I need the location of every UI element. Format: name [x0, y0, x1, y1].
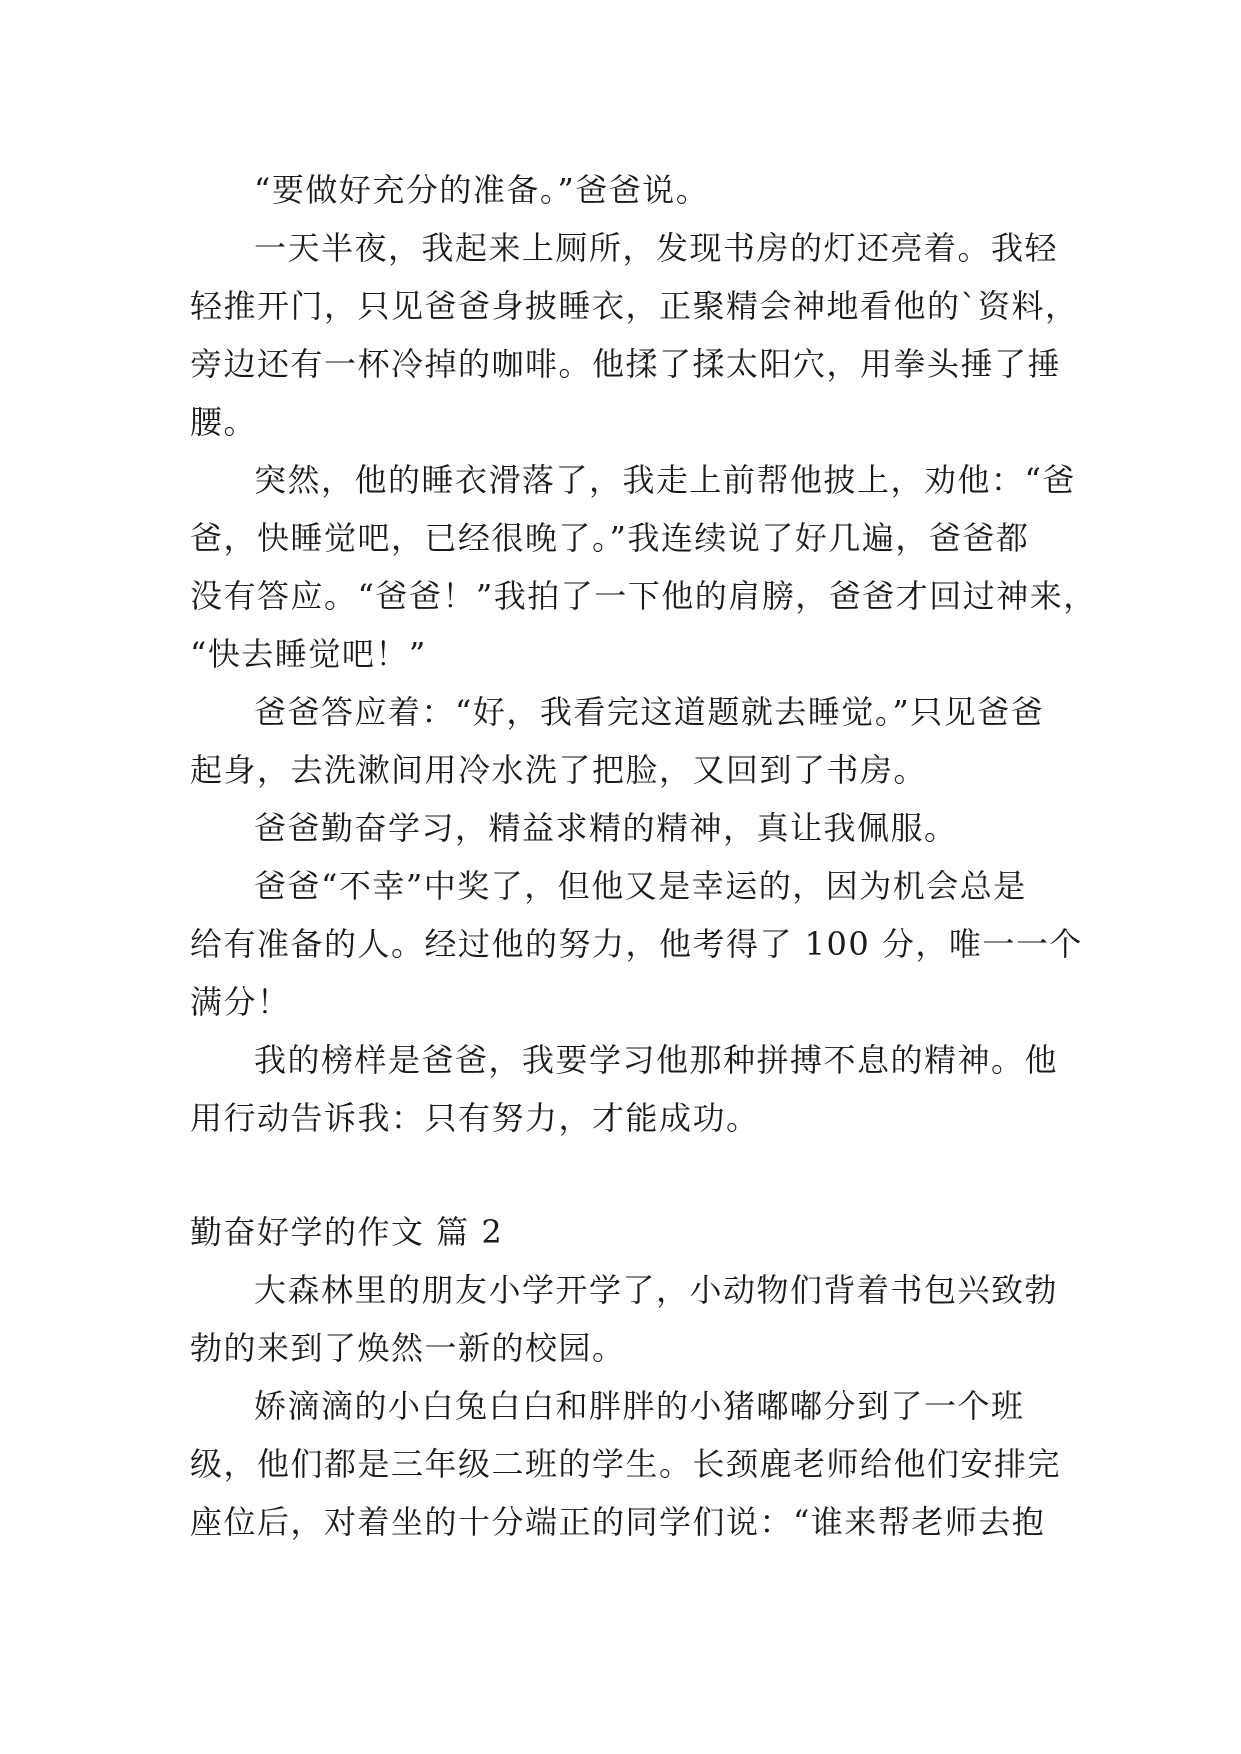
paragraph-line: 勃的来到了焕然一新的校园。 — [190, 1329, 626, 1367]
paragraph-line: 给有准备的人。经过他的努力，他考得了 100 分，唯一一个 — [190, 925, 1083, 963]
paragraph-line: 满分！ — [190, 983, 291, 1021]
paragraph-line: 娇滴滴的小白兔白白和胖胖的小猪嘟嘟分到了一个班 — [254, 1387, 1025, 1425]
paragraph-line: 我的榜样是爸爸，我要学习他那种拼搏不息的精神。他 — [254, 1041, 1059, 1079]
paragraph-line: 突然，他的睡衣滑落了，我走上前帮他披上，劝他：“爸 — [254, 461, 1076, 499]
section-heading: 勤奋好学的作文 篇 2 — [190, 1213, 504, 1251]
paragraph-line: 爸爸答应着：“好，我看完这道题就去睡觉。”只见爸爸 — [254, 693, 1045, 731]
paragraph-line: 用行动告诉我：只有努力，才能成功。 — [190, 1099, 760, 1137]
paragraph-line: “要做好充分的准备。”爸爸说。 — [254, 171, 710, 209]
paragraph-line: 没有答应。“爸爸！”我拍了一下他的肩膀，爸爸才回过神来， — [190, 577, 1097, 615]
paragraph-line: 腰。 — [190, 403, 258, 441]
paragraph-line: 级，他们都是三年级二班的学生。长颈鹿老师给他们安排完 — [190, 1445, 1062, 1483]
paragraph-line: 爸爸“不幸”中奖了，但他又是幸运的，因为机会总是 — [254, 867, 1027, 905]
paragraph-line: 爸爸勤奋学习，精益求精的精神，真让我佩服。 — [254, 809, 958, 847]
paragraph-line: 大森林里的朋友小学开学了，小动物们背着书包兴致勃 — [254, 1271, 1059, 1309]
paragraph-line: 轻推开门，只见爸爸身披睡衣，正聚精会神地看他的`资料， — [190, 287, 1079, 325]
paragraph-line: 旁边还有一杯冷掉的咖啡。他揉了揉太阳穴，用拳头捶了捶 — [190, 345, 1062, 383]
paragraph-line: 一天半夜，我起来上厕所，发现书房的灯还亮着。我轻 — [254, 229, 1059, 267]
paragraph-line: 起身，去洗漱间用冷水洗了把脸，又回到了书房。 — [190, 751, 928, 789]
paragraph-line: 爸，快睡觉吧，已经很晚了。”我连续说了好几遍，爸爸都 — [190, 519, 1030, 557]
paragraph-line: 座位后，对着坐的十分端正的同学们说：“谁来帮老师去抱 — [190, 1503, 1046, 1541]
paragraph-line: “快去睡觉吧！” — [190, 635, 427, 673]
